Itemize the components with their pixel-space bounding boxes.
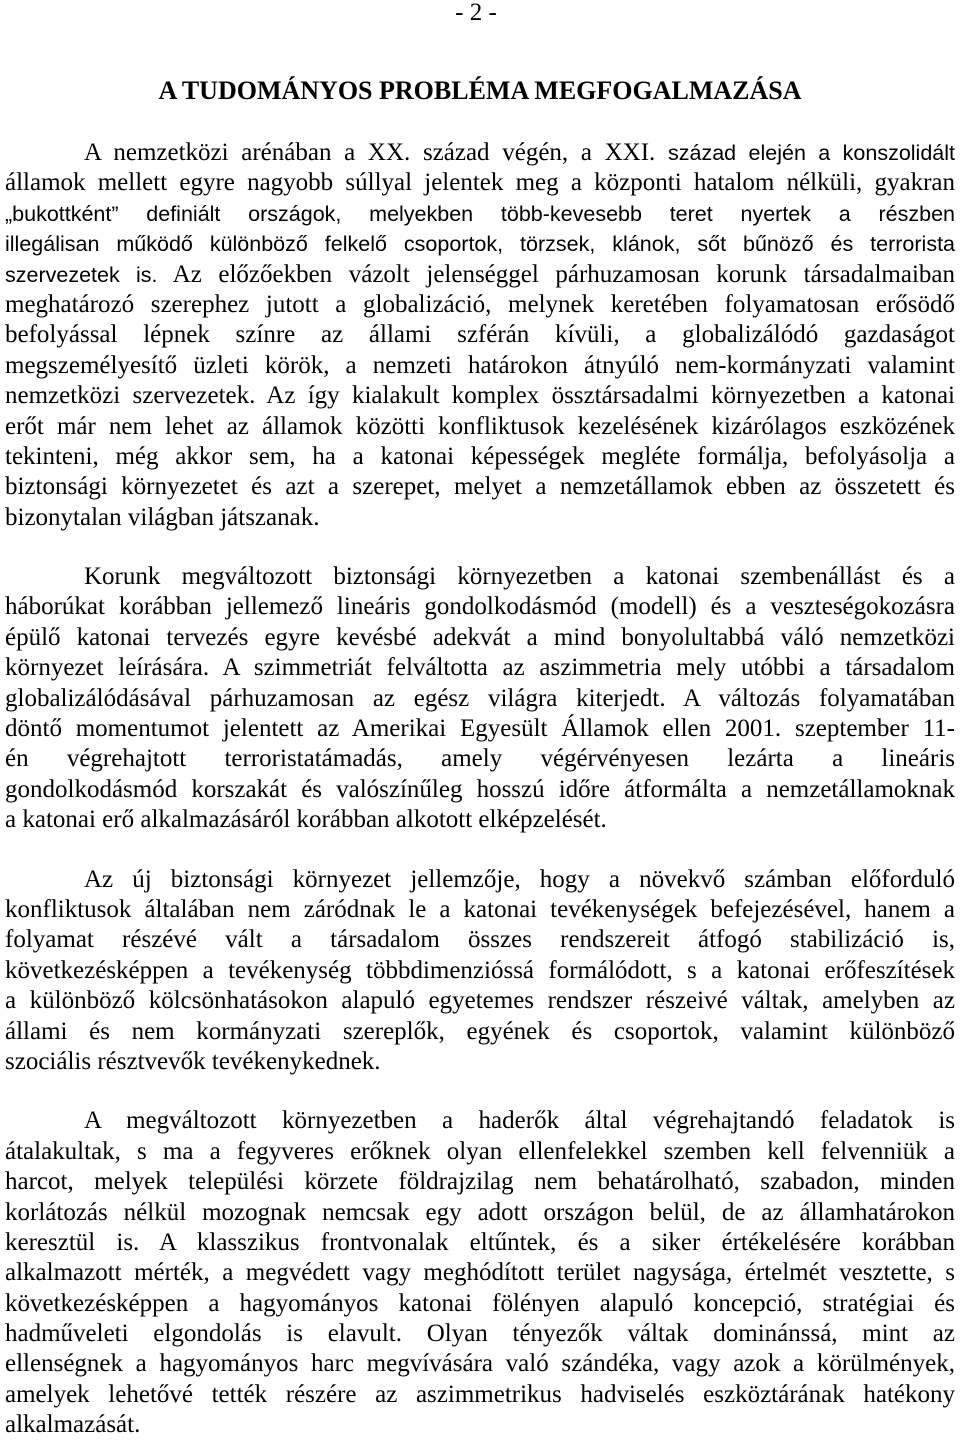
- text-segment: bizonytalan világban játszanak.: [5, 503, 320, 531]
- text-line: [5, 260, 955, 290]
- text-line: [5, 895, 955, 925]
- text-line: [5, 1319, 955, 1349]
- text-line: [5, 805, 955, 835]
- text-segment: A nemzetközi arénában a XX. század végén, a XXI.: [84, 139, 656, 166]
- text-line: [5, 1137, 955, 1167]
- text-line: [5, 623, 955, 653]
- text-line: [5, 986, 955, 1016]
- text-segment: tekinteni, még akkor sem, ha a katonai képességek megléte formálja, befolyásolja a: [5, 442, 955, 470]
- text-line: [5, 1349, 955, 1379]
- text-segment: gondolkodásmód korszakát és valószínűleg hosszú időre átformálta a nemzetállamoknak: [5, 775, 955, 803]
- text-segment: következésképpen a hagyományos katonai fölényen alapuló koncepció, stratégiai és: [5, 1289, 955, 1317]
- text-segment: nemzetközi szervezetek. Az így kialakult komplex össztársadalmi környezetben a katonai: [5, 382, 955, 410]
- page-number: - 2 -: [455, 0, 497, 26]
- text-segment: harcot, melyek települési körzete földrajzilag nem behatárolható, szabadon, minden: [5, 1168, 955, 1196]
- text-segment: amelyek lehetővé tették részére az aszimmetrikus hadviselés eszköztárának hatékony: [5, 1380, 955, 1408]
- text-line: [5, 1198, 955, 1228]
- text-line: [5, 1289, 955, 1319]
- text-line: [5, 865, 955, 895]
- text-segment: szervezetek is.: [5, 262, 158, 287]
- text-line: [5, 1228, 955, 1258]
- text-line: [5, 653, 955, 683]
- text-line: [5, 744, 955, 774]
- text-segment: államok mellett egyre nagyobb súllyal jelentek meg a központi hatalom nélküli, gyakran: [5, 169, 955, 197]
- text-segment: korlátozás nélkül mozognak nemcsak egy adott országon belül, de az államhatárokon: [5, 1198, 955, 1226]
- body-text: [5, 138, 955, 1441]
- paragraph: [5, 865, 955, 1078]
- text-segment: globalizálódásával párhuzamosan az egész világra kiterjedt. A változás folyamatában: [5, 684, 955, 712]
- text-segment: következésképpen a tevékenység többdimenzióssá formálódott, s a katonai erőfeszítések: [5, 956, 955, 984]
- text-segment: épülő katonai tervezés egyre kevésbé adekvát a mind bonyolultabbá váló nemzetközi: [5, 623, 955, 651]
- text-segment: a különböző kölcsönhatásokon alapuló egyetemes rendszer részeivé váltak, amelyben az: [5, 987, 955, 1015]
- text-segment: ellenségnek a hagyományos harc megvívására való szándéka, vagy azok a körülmények,: [5, 1350, 955, 1378]
- text-segment: szociális résztvevők tevékenykednek.: [5, 1047, 381, 1075]
- text-line: [5, 290, 955, 320]
- text-line: [5, 1167, 955, 1197]
- text-segment: átalakultak, s ma a fegyveres erőknek olyan ellenfelekkel szemben kell felvenniük a: [5, 1137, 955, 1165]
- text-segment: biztonsági környezetet és azt a szerepet, melyet a nemzetállamok ebben az összetett és: [5, 473, 955, 501]
- text-line: [5, 562, 955, 592]
- text-segment: alkalmazott mérték, a megvédett vagy meghódított terület nagysága, értelmét vesztette, s: [5, 1259, 955, 1287]
- text-segment: erőt már nem lehet az államok közötti konfliktusok kezelésének kizárólagos eszközének: [5, 412, 955, 440]
- text-segment: meghatározó szerephez jutott a globalizáció, melynek keretében folyamatosan erősödő: [5, 290, 955, 318]
- text-line: [5, 1410, 955, 1440]
- paragraph: [5, 562, 955, 836]
- text-segment: Az új biztonsági környezet jellemzője, hogy a növekvő számban előforduló: [84, 865, 955, 893]
- text-line: [5, 684, 955, 714]
- text-line: [5, 503, 955, 533]
- paragraph: [5, 138, 955, 533]
- text-line: [5, 1380, 955, 1410]
- text-segment: háborúkat korábban jellemező lineáris gondolkodásmód (modell) és a veszteségokozásra: [5, 593, 955, 621]
- text-line: [5, 1047, 955, 1077]
- text-segment: Az előzőekben vázolt jelenséggel párhuzamosan korunk társadalmaiban: [172, 260, 955, 288]
- text-segment: befolyással lépnek színre az állami szférán kívüli, a globalizálódó gazdaságot: [5, 321, 955, 349]
- text-line: [5, 442, 955, 472]
- text-line: [5, 775, 955, 805]
- text-line: [5, 714, 955, 744]
- text-segment: A megváltozott környezetben a haderők által végrehajtandó feladatok is: [84, 1107, 955, 1135]
- text-line: [5, 1106, 955, 1136]
- text-segment: döntő momentumot jelentett az Amerikai Egyesült Államok ellen 2001. szeptember 11-: [5, 715, 955, 743]
- text-line: [5, 138, 955, 168]
- text-line: [5, 351, 955, 381]
- text-line: [5, 925, 955, 955]
- text-segment: folyamat részévé vált a társadalom összes rendszereit átfogó stabilizáció is,: [5, 926, 955, 954]
- text-line: [5, 956, 955, 986]
- text-segment: a katonai erő alkalmazásáról korábban alkotott elképzelését.: [5, 806, 607, 834]
- text-segment: század elején a konszolidált: [668, 141, 955, 165]
- text-segment: keresztül is. A klasszikus frontvonalak eltűntek, és a siker értékelésére korábban: [5, 1228, 955, 1256]
- text-segment: konfliktusok általában nem záródnak le a katonai tevékenységek befejezésével, hanem a: [5, 895, 955, 923]
- text-line: [5, 381, 955, 411]
- text-line: [5, 592, 955, 622]
- text-segment: Korunk megváltozott biztonsági környezetben a katonai szembenállást és a: [84, 563, 955, 591]
- text-line: [5, 199, 955, 229]
- text-segment: illegálisan működő különböző felkelő csoportok, törzsek, klánok, sőt bűnöző és terrorista: [5, 232, 955, 257]
- page-title: A TUDOMÁNYOS PROBLÉMA MEGFOGALMAZÁSA: [158, 76, 802, 105]
- text-line: [5, 320, 955, 350]
- paragraph: [5, 1106, 955, 1440]
- text-line: [5, 168, 955, 198]
- text-segment: környezet leírására. A szimmetriát felváltotta az aszimmetria mely utóbbi a társadalom: [5, 654, 955, 682]
- text-segment: hadműveleti elgondolás is elavult. Olyan tényezők váltak dominánssá, mint az: [5, 1320, 955, 1348]
- text-line: [5, 229, 955, 259]
- text-line: [5, 412, 955, 442]
- text-segment: „bukottként” definiált országok, melyekben több-kevesebb teret nyertek a részben: [5, 201, 955, 226]
- text-line: [5, 472, 955, 502]
- text-segment: alkalmazását.: [5, 1411, 141, 1439]
- text-segment: megszemélyesítő üzleti körök, a nemzeti határokon átnyúló nem-kormányzati valamint: [5, 351, 955, 379]
- text-line: [5, 1017, 955, 1047]
- text-line: [5, 1258, 955, 1288]
- text-segment: állami és nem kormányzati szereplők, egyének és csoportok, valamint különböző: [5, 1017, 955, 1045]
- text-segment: én végrehajtott terroristatámadás, amely végérvényesen lezárta a lineáris: [5, 745, 955, 773]
